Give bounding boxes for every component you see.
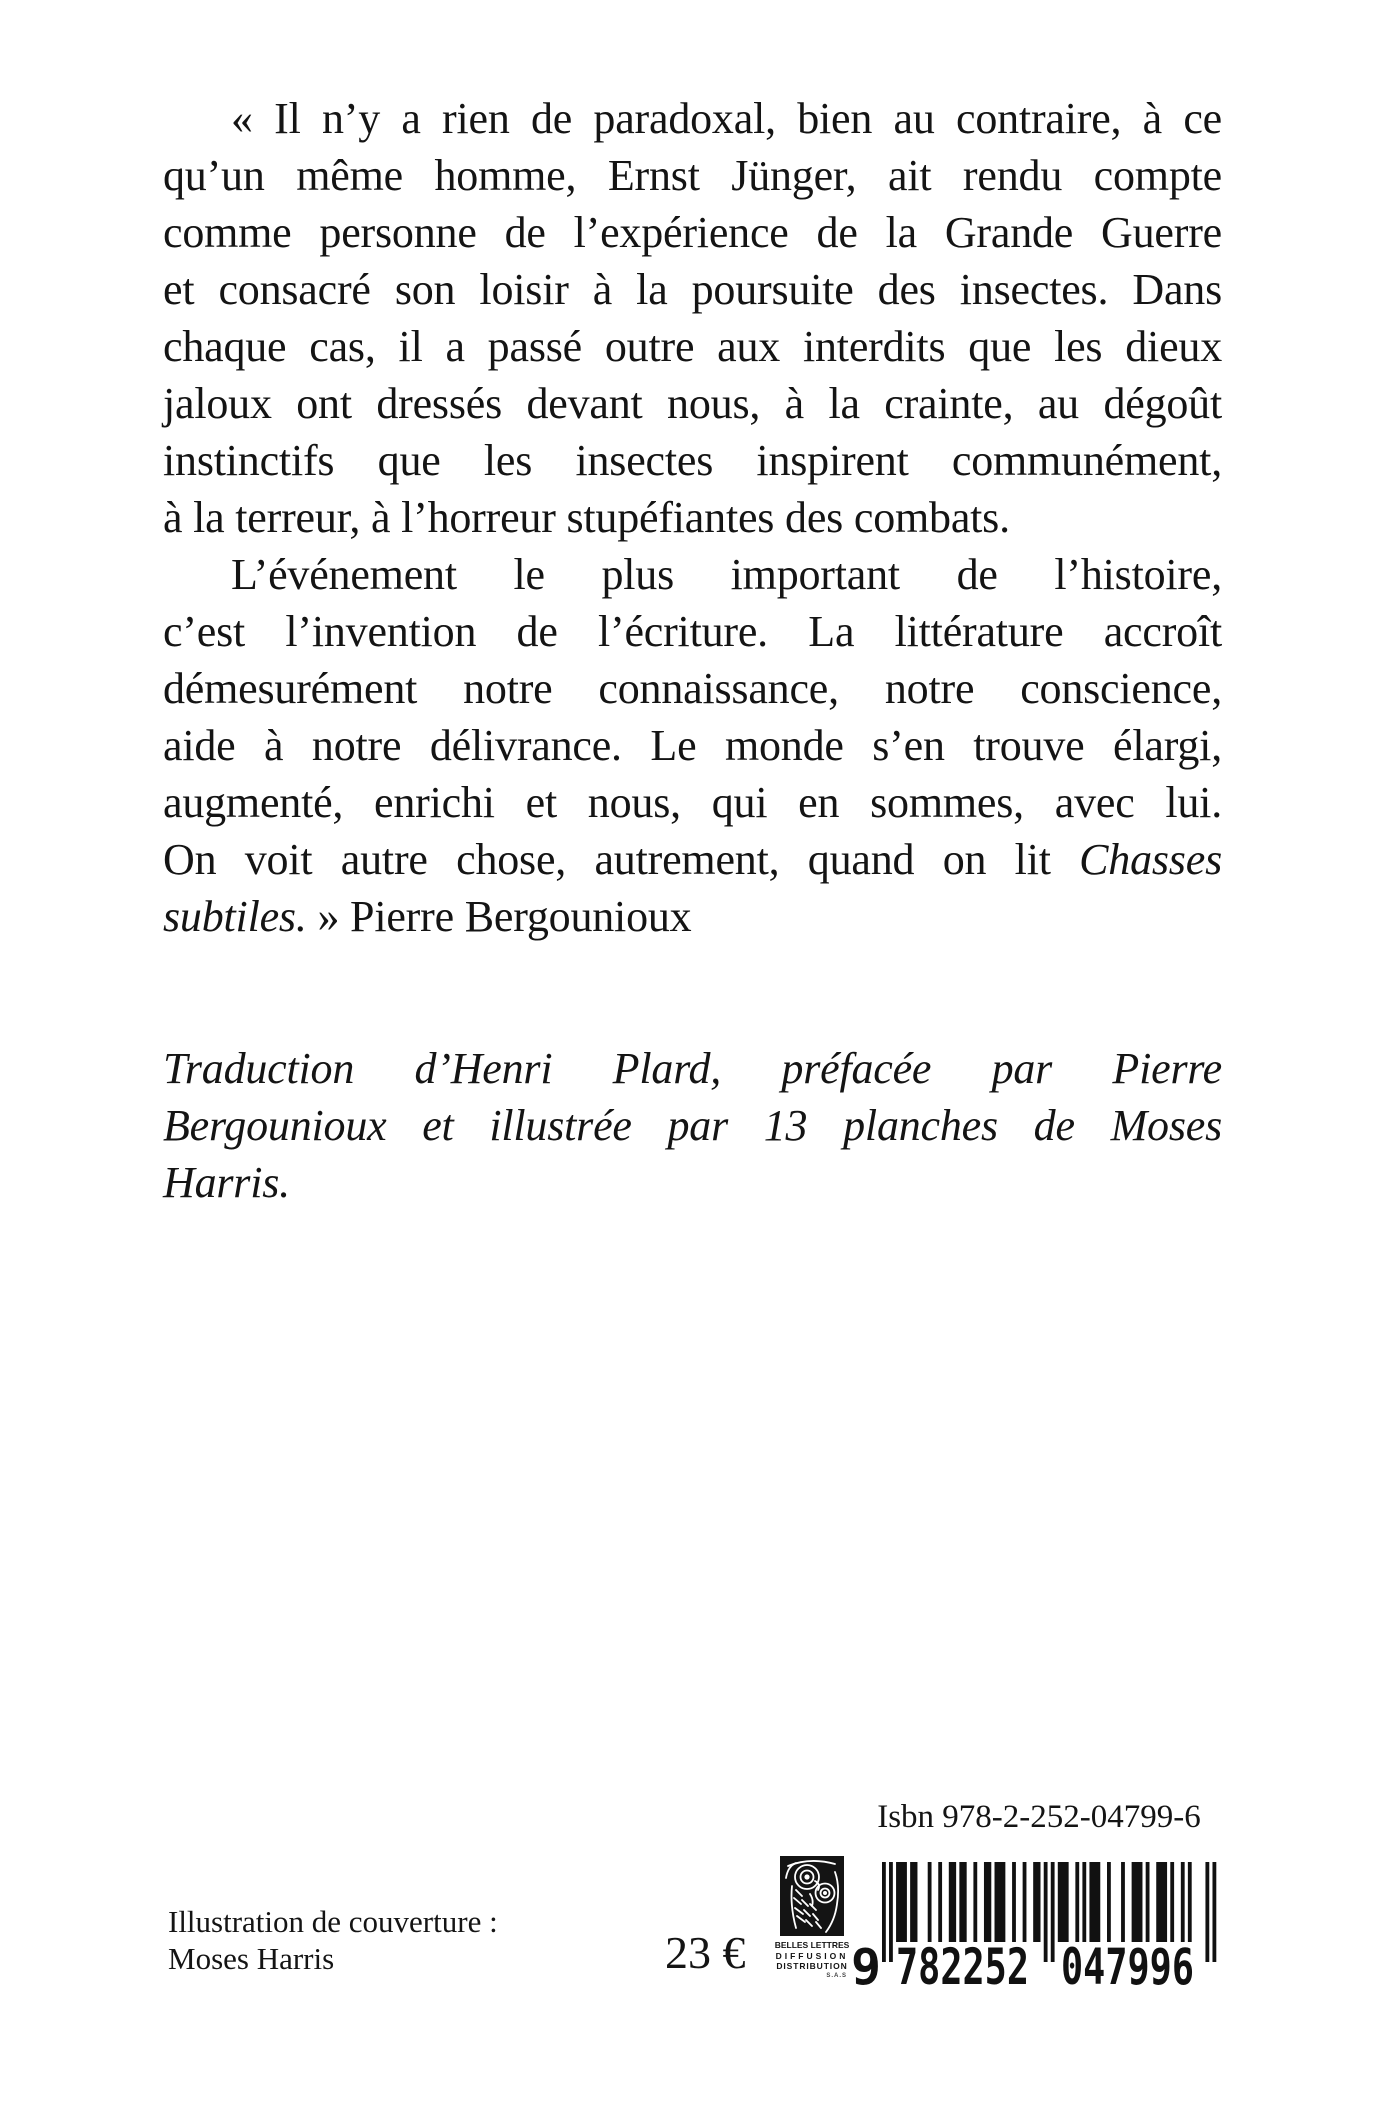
cover-credit-line-2: Moses Harris <box>168 1941 335 1976</box>
cover-credit-line-1: Illustration de couverture : <box>168 1904 498 1939</box>
logo-line-distribution: DISTRIBUTION <box>776 1961 848 1971</box>
italic-text-segment: Harris. <box>163 1158 290 1207</box>
text-segment: comme personne de l’expérience de la Grande Guerre <box>163 208 1222 257</box>
price-text: 23 € <box>665 1927 746 1978</box>
italic-text-segment: Bergounioux et illustrée par 13 planches de Moses <box>163 1101 1222 1150</box>
text-line <box>163 90 1222 147</box>
text-segment: jaloux ont dressés devant nous, à la crainte, au dégoût <box>163 379 1222 428</box>
publisher-logo <box>774 1856 850 1979</box>
text-segment: à la terreur, à l’horreur stupéfiantes des combats. <box>163 493 1010 542</box>
text-segment: instinctifs que les insectes inspirent communément, <box>163 436 1222 485</box>
text-segment: démesurément notre connaissance, notre conscience, <box>163 664 1222 713</box>
text-segment: On voit autre chose, autrement, quand on lit <box>163 835 1080 884</box>
barcode-digit-first: 9 <box>851 1938 882 1996</box>
barcode <box>851 1862 1216 1996</box>
italic-text-segment: subtiles. <box>163 892 307 941</box>
logo-line-sas: S.A.S <box>826 1972 847 1979</box>
text-line <box>163 489 1222 546</box>
isbn-text: Isbn 978-2-252-04799-6 <box>877 1799 1201 1835</box>
italic-text-segment: Chasses <box>1079 835 1222 884</box>
text-line <box>163 432 1222 489</box>
quote-paragraph-2 <box>163 546 1222 945</box>
text-line <box>163 717 1222 774</box>
text-segment: c’est l’invention de l’écriture. La littérature accroît <box>163 607 1222 656</box>
translation-note <box>163 1040 1222 1211</box>
publisher-logo-text <box>773 1940 851 1980</box>
italic-text-segment: Traduction d’Henri Plard, préfacée par Pierre <box>163 1044 1222 1093</box>
text-segment: L’événement le plus important de l’histoire, <box>231 550 1222 599</box>
cover-credit <box>168 1903 498 1977</box>
text-segment: chaque cas, il a passé outre aux interdits que les dieux <box>163 322 1222 371</box>
barcode-digits-left: 782252 <box>896 1938 1029 1996</box>
text-line <box>163 1040 1222 1097</box>
text-line <box>163 375 1222 432</box>
text-line <box>163 603 1222 660</box>
text-line <box>163 831 1222 888</box>
text-segment: qu’un même homme, Ernst Jünger, ait rendu compte <box>163 151 1222 200</box>
logo-line-diffusion: DIFFUSION <box>775 1950 849 1961</box>
text-line <box>163 147 1222 204</box>
text-line <box>163 888 1222 945</box>
text-segment: « Il n’y a rien de paradoxal, bien au contraire, à ce <box>231 94 1222 143</box>
text-segment: augmenté, enrichi et nous, qui en sommes, avec lui. <box>163 778 1222 827</box>
text-line <box>163 204 1222 261</box>
text-line <box>163 660 1222 717</box>
text-line <box>163 546 1222 603</box>
logo-line-belles-lettres: BELLES LETTRES <box>774 1940 850 1950</box>
text-line <box>163 261 1222 318</box>
text-line <box>163 1097 1222 1154</box>
barcode-digits-right: 047996 <box>1061 1938 1194 1996</box>
text-line <box>163 318 1222 375</box>
text-segment: et consacré son loisir à la poursuite des insectes. Dans <box>163 265 1222 314</box>
quote-paragraph-1 <box>163 90 1222 546</box>
text-line <box>163 774 1222 831</box>
text-line <box>163 1154 1222 1211</box>
text-segment: » Pierre Bergounioux <box>306 892 692 941</box>
owl-logo-icon <box>780 1856 844 1936</box>
text-segment: aide à notre délivrance. Le monde s’en trouve élargi, <box>163 721 1222 770</box>
